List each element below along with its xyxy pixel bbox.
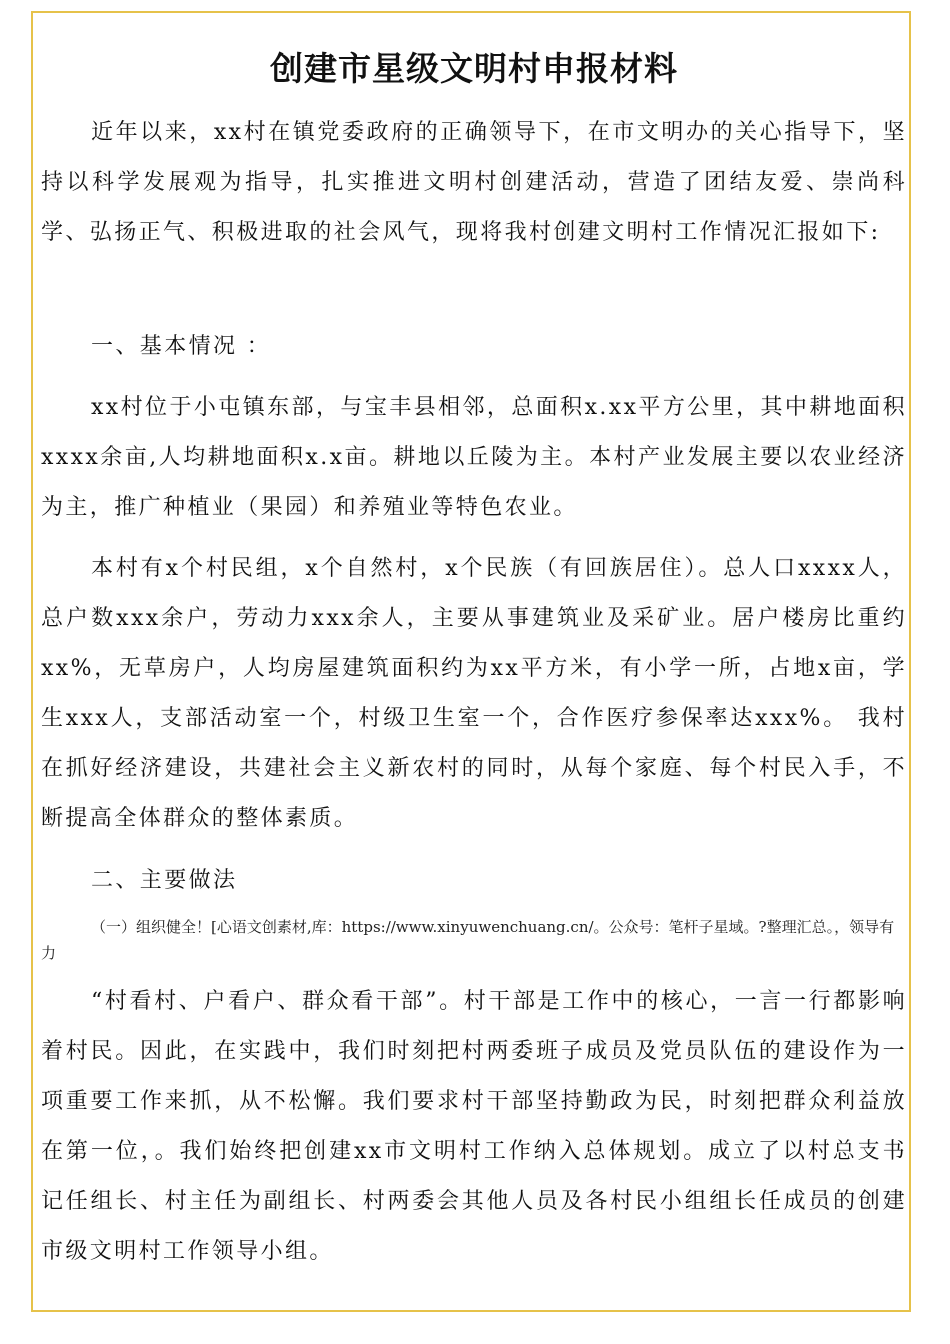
basic-info-paragraph-1: xx村位于小屯镇东部，与宝丰县相邻，总面积x.xx平方公里，其中耕地面积xxxx余亩,人均耕地面积x.x亩。耕地以丘陵为主。本村产业发展主要以农业经济为主，推广种植业（果园）和养殖业等特色农业。 [41, 395, 907, 520]
main-practices-paragraph-1: “村看村、户看户、群众看干部”。村干部是工作中的核心，一言一行都影响着村民。因此，在实践中，我们时刻把村两委班子成员及党员队伍的建设作为一项重要工作来抓，从不松懈。我们要求村干部坚持勤政为民，时刻把群众利益放在第一位，。我们始终把创建xx市文明村工作纳入总体规划。成立了以村总支书记任组长、村主任为副组长、村两委会其他人员及各村民小组组长任成员的创建市级文明村工作领导小组。 [41, 989, 907, 1264]
subsection-heading-organization: （一）组织健全！[心语文创素材,库：https://www.xinyuwenchuang.cn/。公众号：笔杆子星域。?整理汇总。，领导有力 [41, 918, 895, 962]
document-title: 创建市星级文明村申报材料 [270, 49, 678, 88]
section-heading-main-practices: 二、主要做法 [91, 868, 238, 893]
intro-paragraph: 近年以来，xx村在镇党委政府的正确领导下，在市文明办的关心指导下，坚持以科学发展观为指导，扎实推进文明村创建活动，营造了团结友爱、崇尚科学、弘扬正气、积极进取的社会风气，现将我村创建文明村工作情况汇报如下: [41, 120, 907, 245]
basic-info-paragraph-2: 本村有x个村民组，x个自然村，x个民族（有回族居住）。总人口xxxx人，总户数xxx余户，劳动力xxx余人，主要从事建筑业及采矿业。居户楼房比重约xx%，无草房户，人均房屋建筑面积约为xx平方米，有小学一所，占地x亩，学生xxx人，支部活动室一个，村级卫生室一个，合作医疗参保率达xxx%。 我村在抓好经济建设，共建社会主义新农村的同时，从每个家庭、每个村民入手，不断提高全体群众的整体素质。 [41, 556, 907, 831]
section-heading-basic-info: 一、基本情况 ： [91, 334, 272, 359]
